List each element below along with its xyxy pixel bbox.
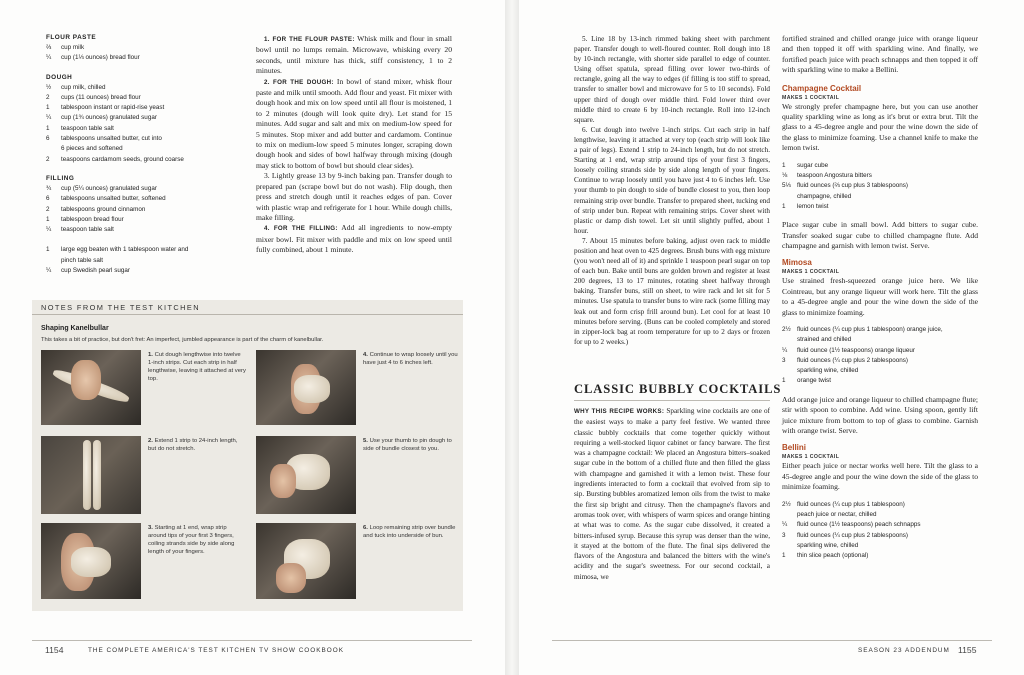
- ingredient-line: strained and chilled: [797, 336, 852, 344]
- ingredient-line: 1 sugar cube: [782, 161, 829, 169]
- cocktail-recipes: [782, 34, 978, 561]
- ingredient-line: 1 tablespoon bread flour: [46, 215, 124, 223]
- champagne-ingredients: [782, 161, 978, 212]
- step-2-caption: 2. Extend 1 strip to 24-inch length, but do not stretch.: [148, 438, 238, 452]
- mimosa-ingredients: [782, 325, 978, 387]
- mimosa-description: Use strained fresh-squeezed orange juice here. We like Cointreau, but any orange liqueur will work here. Tilt the glass to a 45-degree angle and pour the wine down the side of the glass to minimize foaming.: [782, 276, 978, 317]
- book-gutter: [505, 0, 519, 675]
- ingredient-line: 3 fluid ounces (¼ cup plus 2 tablespoons): [782, 356, 908, 364]
- mimosa-yield: MAKES 1 COCKTAIL: [782, 269, 840, 276]
- left-page-number: 1154: [45, 645, 64, 655]
- ingredient-line: 3 fluid ounces (¼ cup plus 2 tablespoons): [782, 531, 908, 539]
- finish-items: [46, 245, 246, 276]
- ingredient-line: ⅔ cup milk: [46, 44, 85, 51]
- dough-heading: DOUGH: [46, 73, 73, 81]
- ingredient-line: 2 tablespoons ground cinnamon: [46, 205, 146, 213]
- mimosa-method: Add orange juice and orange liqueur to chilled champagne flute; stir with spoon to combine. Add wine. Using spoon, gently lift juice mixture from bottom to top of glass to combine. Garnish with orange twist. Serve.: [782, 394, 978, 435]
- bellini-title: Bellini: [782, 443, 807, 453]
- ingredient-line: ¼ fluid ounce (1½ teaspoons) peach schnapps: [782, 521, 921, 529]
- ingredient-line: 2 cups (11 ounces) bread flour: [46, 93, 141, 101]
- ingredient-line: ¼ cup (1⅓ ounces) bread flour: [46, 54, 140, 62]
- ingredient-line: ¼ cup (1¾ ounces) granulated sugar: [46, 114, 157, 122]
- ingredient-line: 6 pieces and softened: [61, 145, 123, 153]
- flour-paste-items: [46, 43, 246, 64]
- bellini-description: Either peach juice or nectar works well here. Tilt the glass to a 45-degree angle and pour the wine down the side of the glass to minimize foaming.: [782, 461, 978, 492]
- right-footer-rule: [552, 640, 992, 641]
- ingredient-line: 2½ fluid ounces (¼ cup plus 1 tablespoon): [782, 500, 905, 508]
- ingredient-list: [46, 34, 246, 276]
- ingredient-line: ¼ cup Swedish pearl sugar: [46, 267, 130, 275]
- dough-items: [46, 83, 246, 165]
- flour-paste-heading: FLOUR PASTE: [46, 34, 97, 41]
- ingredient-line: ½ cup milk, chilled: [46, 83, 106, 91]
- right-running-title: SEASON 23 ADDENDUM: [858, 647, 950, 654]
- mimosa-title: Mimosa: [782, 258, 812, 268]
- right-page-number: 1155: [958, 645, 977, 655]
- bellini-ingredients: [782, 500, 978, 562]
- why-this-recipe-works: WHY THIS RECIPE WORKS: Sparkling wine cocktails are one of the easiest ways to make a party feel festive. We wanted three classic bubbly cocktails that come together quickly without requiring a well-stocked liquor cabinet or fancy barware. The first was a champagne cocktail: We placed an Angostura bitters–soaked sugar cube in the bottom of a chilled flute and then filled the glass with champagne and garnished it with a lemon twist. These four ingredients interacted to form a cocktail that evolved from sip to sip. Bursting bubbles aromatized lemon oils from the twist to make the first sip bright and citrusy. Then the champagne's flavors and aromas took over, with whispers of warm spices and orange hinting at what was to come. As the sugar cube dissolved, it created a bitters-infused syrup. Because this syrup was denser than the wine, it stayed at the bottom of the flute. The final sips delivered the flavors of the Angostura and balanced the bitters with the wine's acidity and the sugar's sweetness. For our second cocktail, a mimosa, we: [574, 407, 770, 581]
- section-rule: [574, 400, 770, 401]
- notes-divider: [32, 314, 463, 315]
- step-3: 3. Lightly grease 13 by 9-inch baking pan. Transfer dough to prepared pan (scrape bowl but do not wash). Flip dough, then press and stretch dough until it reaches edges of pan. Cover with plastic wrap and refrigerate for 1 hour. While dough chills, make filling.: [256, 171, 452, 222]
- ingredient-line: 1 teaspoon table salt: [46, 124, 114, 132]
- step-4: 4. FOR THE FILLING: Add all ingredients to now-empty mixer bowl. Fit mixer with paddle and mix on low speed until fully combined, about 1 minute.: [256, 223, 452, 255]
- notes-title: NOTES FROM THE TEST KITCHEN: [41, 303, 200, 312]
- champagne-yield: MAKES 1 COCKTAIL: [782, 94, 840, 101]
- ingredient-line: pinch table salt: [61, 256, 104, 264]
- step-1-photo: [41, 350, 141, 425]
- ingredient-line: 1 orange twist: [782, 377, 831, 385]
- ingredient-line: 6 tablespoons unsalted butter, cut into: [46, 135, 162, 143]
- method-steps-1-4: [256, 34, 452, 256]
- ingredient-line: 1 tablespoon instant or rapid-rise yeast: [46, 104, 165, 112]
- ingredient-line: sparkling wine, chilled: [797, 367, 859, 375]
- bellini-yield: MAKES 1 COCKTAIL: [782, 454, 840, 461]
- ingredient-line: ¼ teaspoon table salt: [46, 226, 114, 234]
- ingredient-line: 1 large egg beaten with 1 tablespoon water and: [46, 246, 189, 254]
- step-5-caption: 5. Use your thumb to pin dough to side of bundle closest to you.: [363, 438, 452, 452]
- filling-heading: FILLING: [46, 174, 75, 182]
- step-1-caption: 1. Cut dough lengthwise into twelve 1-inch strips. Cut each strip in half lengthwise, leaving it attached at very top.: [148, 352, 246, 382]
- filling-items: [46, 184, 246, 235]
- champagne-cocktail-title: Champagne Cocktail: [782, 83, 862, 93]
- step-5: 5. Line 18 by 13-inch rimmed baking sheet with parchment paper. Transfer dough to well-floured counter. Roll dough into 18 by 10-inch rectangle, with shorter side parallel to edge of counter. Using offset spatula, spread filling over lower two-thirds of rectangle, going all the way to edges (if filling is too stiff to spread, transfer to smaller bowl and microwave for 5 to 10 seconds). Fold upper third of dough over middle third. Fold lower third over middle third to create 6 by 10-inch rectangle. Roll into 12-inch square.: [574, 35, 770, 124]
- step-3-caption: 3. Starting at 1 end, wrap strip around tips of your first 3 fingers, coiling strands side by side along length of your fingers.: [148, 525, 235, 555]
- ingredient-line: champagne, chilled: [797, 192, 852, 200]
- step-2-photo: [41, 436, 141, 514]
- section-title: CLASSIC BUBBLY COCKTAILS: [574, 382, 782, 396]
- step-6-caption: 6. Loop remaining strip over bundle and tuck into underside of bun.: [363, 525, 456, 539]
- left-running-title: THE COMPLETE AMERICA'S TEST KITCHEN TV SHOW COOKBOOK: [88, 647, 344, 654]
- notes-intro: This takes a bit of practice, but don't fret: An imperfect, jumbled appearance is part of the charm of kanelbullar.: [41, 337, 324, 343]
- ingredient-line: 1 thin slice peach (optional): [782, 552, 869, 560]
- method-steps-5-7: [574, 34, 770, 347]
- step-5-photo: [256, 436, 356, 514]
- ingredient-line: 2½ fluid ounces (¼ cup plus 1 tablespoon) orange juice,: [782, 325, 943, 333]
- ingredient-line: ¾ cup (5¼ ounces) granulated sugar: [46, 184, 157, 192]
- ingredient-line: peach juice or nectar, chilled: [797, 510, 877, 518]
- step-2: 2. FOR THE DOUGH: In bowl of stand mixer, whisk flour paste and milk until smooth. Add flour and yeast. Fit mixer with dough hook and mix on low speed until all flour is moistened, 1 to 2 minutes (dough will look quite dry). Let stand for 15 minutes. Add sugar and salt and mix on medium-low speed for 5 minutes. Stop mixer and add butter and cardamom. Continue to mix on medium-low speed 5 minutes longer, scraping down dough hook and sides of bowl halfway through mixing (dough may stick to bottom of bowl but should clear sides).: [256, 76, 452, 170]
- ingredient-line: sparkling wine, chilled: [797, 541, 859, 549]
- ingredient-line: 2 teaspoons cardamom seeds, ground coarse: [46, 155, 184, 163]
- ingredient-line: 1 lemon twist: [782, 202, 829, 210]
- champagne-description: We strongly prefer champagne here, but you can use another quality sparkling wine as long as it's brut or extra brut. Tilt the glass to a 45-degree angle and pour the wine down the side of the glass to minimize foaming. Use a channel knife to make the lemon twist.: [782, 101, 978, 153]
- cocktails-intro: fortified strained and chilled orange juice with orange liqueur and then topped it off with sparkling wine. And finally, we fortified peach juice with peach schnapps and then topped it off with sparkling wine to make a Bellini.: [782, 34, 978, 75]
- step-4-caption: 4. Continue to wrap loosely until you have just 4 to 6 inches left.: [363, 352, 458, 366]
- step-6: 6. Cut dough into twelve 1-inch strips. Cut each strip in half lengthwise, leaving it attached at very top (each strip will look like a pair of legs). Extend 1 strip to 24-inch length, but do not stretch. Starting at 1 end, wrap strip around tips of your first 3 fingers, loosely coiling strands side by side along length of your fingers. Continue to wrap loosely until you have just 4 to 6 inches left. Use your thumb to pin dough to side of bundle closest to you, then loop remaining strip over bundle. Transfer to prepared sheet, tucking end of strip under bun. Repeat with remaining strips. Cover sheet with plastic or damp dish towel. Let sit until slightly puffed, about 1 hour.: [574, 125, 770, 235]
- ingredient-line: 6 tablespoons unsalted butter, softened: [46, 195, 166, 203]
- step-6-photo: [256, 523, 356, 599]
- ingredient-line: ¼ fluid ounce (1½ teaspoons) orange liqueur: [782, 346, 915, 354]
- ingredient-line: 5⅓ fluid ounces (⅔ cup plus 3 tablespoons): [782, 182, 908, 190]
- step-4-photo: [256, 350, 356, 425]
- step-1: 1. FOR THE FLOUR PASTE: Whisk milk and flour in small bowl until no lumps remain. Microwave, whisking every 20 seconds, until mixture has thick, stiff consistency, 1 to 2 minutes.: [256, 34, 452, 76]
- step-3-photo: [41, 523, 141, 599]
- champagne-method: Place sugar cube in small bowl. Add bitters to sugar cube. Transfer soaked sugar cube to chilled champagne flute. Add champagne and garnish with lemon twist. Serve.: [782, 220, 978, 250]
- step-7: 7. About 15 minutes before baking, adjust oven rack to middle position and heat oven to 425 degrees. Brush buns with egg mixture (you won't need all of it) and sprinkle 1 teaspoon pearl sugar on top of each bun. Bake until buns are golden brown and register at least 200 degrees, 13 to 17 minutes, rotating sheet halfway through baking. Transfer buns, still on sheet, to wire rack and let sit for 5 minutes. Use spatula to transfer buns to wire rack (some filling may leak out and form crisp frill around bun). Let cool for at least 10 minutes before serving. (Buns can be cooled completely and stored in zipper-lock bag at room temperature for up to 2 days or frozen for up to 2 weeks.): [574, 236, 770, 346]
- left-footer-rule: [32, 640, 472, 641]
- test-kitchen-notes: [32, 300, 463, 611]
- ingredient-line: ⅛ teaspoon Angostura bitters: [782, 171, 872, 179]
- notes-heading: Shaping Kanelbullar: [41, 325, 109, 332]
